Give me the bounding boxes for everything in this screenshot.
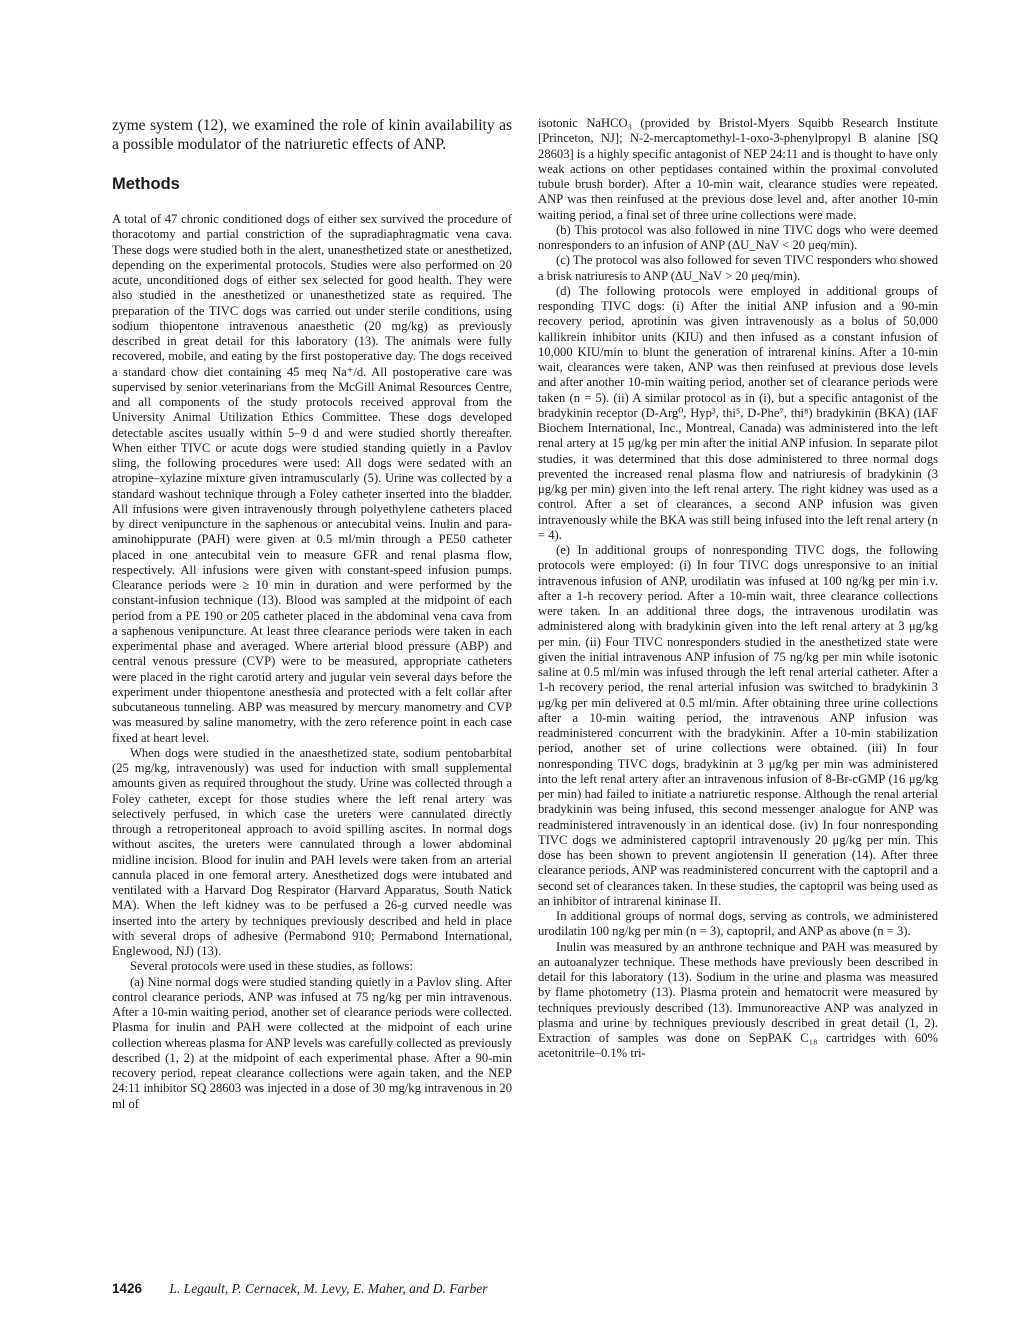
- page-number: 1426: [112, 1281, 143, 1296]
- body-paragraph: In additional groups of normal dogs, serving as controls, we administered urodilatin 100 ng/kg per min (n = 3), captopril, and ANP as above (n = 3).: [538, 909, 938, 939]
- body-paragraph: (d) The following protocols were employed in additional groups of responding TIVC dogs: (i) After the initial ANP infusion and a 90-min recovery period, aprotinin was given intravenously as a bolus of 50,000 kallikrein inhibitor units (KIU) and then infused as a constant infusion of 10,000 KIU/min to blunt the generation of intrarenal kinins. After a 10-min wait, clearances were taken, ANP was then reinfused at previous dose levels and after another 10-min waiting period, another set of clearance periods were taken (n = 5). (ii) A similar protocol as in (i), but a specific antagonist of the bradykinin receptor (D-Arg⁰, Hyp³, thi⁵, D-Phe⁷, thi⁸) bradykinin (BKA) (IAF Biochem International, Inc., Montreal, Canada) was administered into the left renal artery at 15 μg/kg per min after the initial ANP infusion. In separate pilot studies, it was determined that this dose administered to three normal dogs prevented the increased renal plasma flow and natriuresis of bradykinin (3 μg/kg per min) given into the left renal artery. The right kidney was used as a control. After a set of clearances, a second ANP infusion was given intravenously while the BKA was still being infused into the left renal artery (n = 4).: [538, 283, 938, 542]
- body-paragraph: Several protocols were used in these studies, as follows:: [130, 959, 413, 974]
- body-paragraph: A total of 47 chronic conditioned dogs of either sex survived the procedure of thoracotomy and partial constriction of the supradiaphragmatic vena cava. These dogs were studied both in the alert, unanesthetized state or anesthetized, depending on the experimental protocols. Studies were also performed on 20 acute, unconditioned dogs of either sex selected for good health. They were also studied in the anesthetized or unanesthetized state as required. The preparation of the TIVC dogs was carried out under sterile conditions, using sodium thiopentone intravenous anaesthetic (20 mg/kg) as previously described in great detail for this laboratory (13). The animals were fully recovered, mobile, and eating by the first postoperative day. The dogs received a standard chow diet containing 45 meq Na⁺/d. All postoperative care was supervised by senior veterinarians from the McGill Animal Resources Centre, and all components of the study protocols received approval from the University Animal Utilization Ethics Committee. These dogs developed detectable ascites usually within 5–9 d and were studied shortly thereafter. When either TIVC or acute dogs were studied standing quietly in a Pavlov sling, the following procedures were used: All dogs were sedated with an atropine–xylazine mixture given intramuscularly (5). Urine was collected by a standard washout technique through a Foley catheter inserted into the bladder. All infusions were given intravenously through polyethylene catheters placed by direct venipuncture in the saphenous or antecubital veins. Inulin and para-aminohippurate (PAH) were given at 0.5 ml/min through a PE50 catheter placed in one antecubital vein to measure GFR and renal plasma flow, respectively. All infusions were given with constant-speed infusion pumps. Clearance periods were ≥ 10 min in duration and were performed by the constant-infusion technique (13). Blood was sampled at the midpoint of each period from a PE 190 or 205 catheter placed in the abdominal vena cava from a saphenous venipuncture. At least three clearance periods were taken in each experimental phase and averaged. Where arterial blood pressure (ABP) and central venous pressure (CVP) were to be measured, appropriate catheters were placed in the right carotid artery and jugular vein several days before the experiment under thiopentone anesthesia and protected with a felt collar after subcutaneous tunneling. ABP was measured by mercury manometry and CVP was measured by saline manometry, with the zero reference point in each case fixed at heart level.: [112, 212, 512, 745]
- body-paragraph: (b) This protocol was also followed in nine TIVC dogs who were deemed nonresponders to an infusion of ANP (ΔU_NaV < 20 μeq/min).: [538, 222, 938, 252]
- body-paragraph: (a) Nine normal dogs were studied standing quietly in a Pavlov sling. After control clearance periods, ANP was infused at 75 ng/kg per min intravenous. After a 10-min waiting period, another set of clearance periods were collected. Plasma for inulin and PAH were collected at the midpoint of each urine collection whereas plasma for ANP levels was carefully collected as previously described (1, 2) at the midpoint of each experimental phase. After a 90-min recovery period, repeat clearance collections were again taken, and the NEP 24:11 inhibitor SQ 28603 was injected in a dose of 30 mg/kg intravenous in 20 ml of: [112, 974, 512, 1111]
- body-paragraph: (e) In additional groups of nonresponding TIVC dogs, the following protocols were employed: (i) In four TIVC dogs unresponsive to an initial intravenous infusion of ANP, urodilatin was infused at 100 ng/kg per min i.v. after a 1-h recovery period. After a 10-min wait, three clearance collections were taken. In an additional three dogs, the intravenous urodilatin was administered along with bradykinin given into the left renal artery at 3 μg/kg per min. (ii) Four TIVC nonresponders studied in the anesthetized state were given the initial intravenous ANP infusion of 75 ng/kg per min while isotonic saline at 0.5 ml/min was infused through the left renal arterial catheter. After a 1-h recovery period, the renal arterial infusion was switched to bradykinin 3 μg/kg per min delivered at 0.5 ml/min. After obtaining three urine collections after a 10-min waiting period, the intravenous ANP infusion was readministered concurrent with the bradykinin. After a 10-min stabilization period, another set of urine collections were obtained. (iii) In four nonresponding TIVC dogs, bradykinin at 3 μg/kg per min was administered into the left renal artery after an intravenous infusion of 8-Br-cGMP (16 μg/kg per min) had failed to initiate a natriuretic response. Although the renal arterial bradykinin was being infused, this second messenger analogue for ANP was readministered intravenously in an identical dose. (iv) In four nonresponding TIVC dogs we administered captopril intravenously 20 μg/kg per min. This dose has been shown to prevent angiotensin II generation (14). After three clearance periods, ANP was readministered concurrent with the captopril and a second set of clearances taken. In these studies, the captopril was being used as an inhibitor of intrarenal kininase II.: [538, 543, 938, 908]
- intro-paragraph: zyme system (12), we examined the role of kinin availability as a possible modulator of the natriuretic effects of ANP.: [112, 117, 512, 153]
- right-column: [538, 116, 938, 1062]
- page-footer: [112, 1281, 488, 1297]
- left-column: [112, 116, 512, 1112]
- body-paragraph: When dogs were studied in the anaesthetized state, sodium pentobarbital (25 mg/kg, intravenously) was used for induction with small supplemental amounts given as required throughout the study. Urine was collected through a Foley catheter, except for those studies where the left renal artery was selectively perfused, in which case the ureters were cannulated directly through a retroperitoneal approach to avoid spilling ascites. In normal dogs without ascites, the ureters were cannulated through a lower abdominal midline incision. Blood for inulin and PAH levels were taken from an arterial cannula placed in one femoral artery. Anesthetized dogs were intubated and ventilated with a Harvard Dog Respirator (Harvard Apparatus, South Natick MA). When the left kidney was to be perfused a 26-g curved needle was inserted into the artery by techniques previously described and held in place with several drops of adhesive (Permabond 910; Permabond International, Englewood, NJ) (13).: [112, 745, 512, 958]
- running-authors: L. Legault, P. Cernacek, M. Levy, E. Maher, and D. Farber: [169, 1281, 488, 1296]
- body-paragraph: isotonic NaHCO₃ (provided by Bristol-Myers Squibb Research Institute [Princeton, NJ]; N-2-mercaptomethyl-1-oxo-3-phenylpropyl B alanine [SQ 28603] is a highly specific antagonist of NEP 24:11 and is thought to have only weak actions on other peptidases contained within the proximal convoluted tubule brush border). After a 10-min wait, clearance studies were repeated. ANP was then reinfused at the previous dose level and, after another 10-min waiting period, a final set of three urine collections were made.: [538, 116, 938, 222]
- body-paragraph: Inulin was measured by an anthrone technique and PAH was measured by an autoanalyzer technique. These methods have previously been described in detail for this laboratory (13). Sodium in the urine and plasma was measured by flame photometry (13). Plasma protein and hematocrit were measured by techniques previously described (13). Immunoreactive ANP was analyzed in plasma and urine by techniques previously described in great detail (1, 2). Extraction of samples was done on SepPAK C₁₈ cartridges with 60% acetonitrile–0.1% tri-: [538, 939, 938, 1061]
- body-paragraph: (c) The protocol was also followed for seven TIVC responders who showed a brisk natriuresis to ANP (ΔU_NaV > 20 μeq/min).: [538, 253, 938, 283]
- section-heading-methods: Methods: [112, 175, 180, 193]
